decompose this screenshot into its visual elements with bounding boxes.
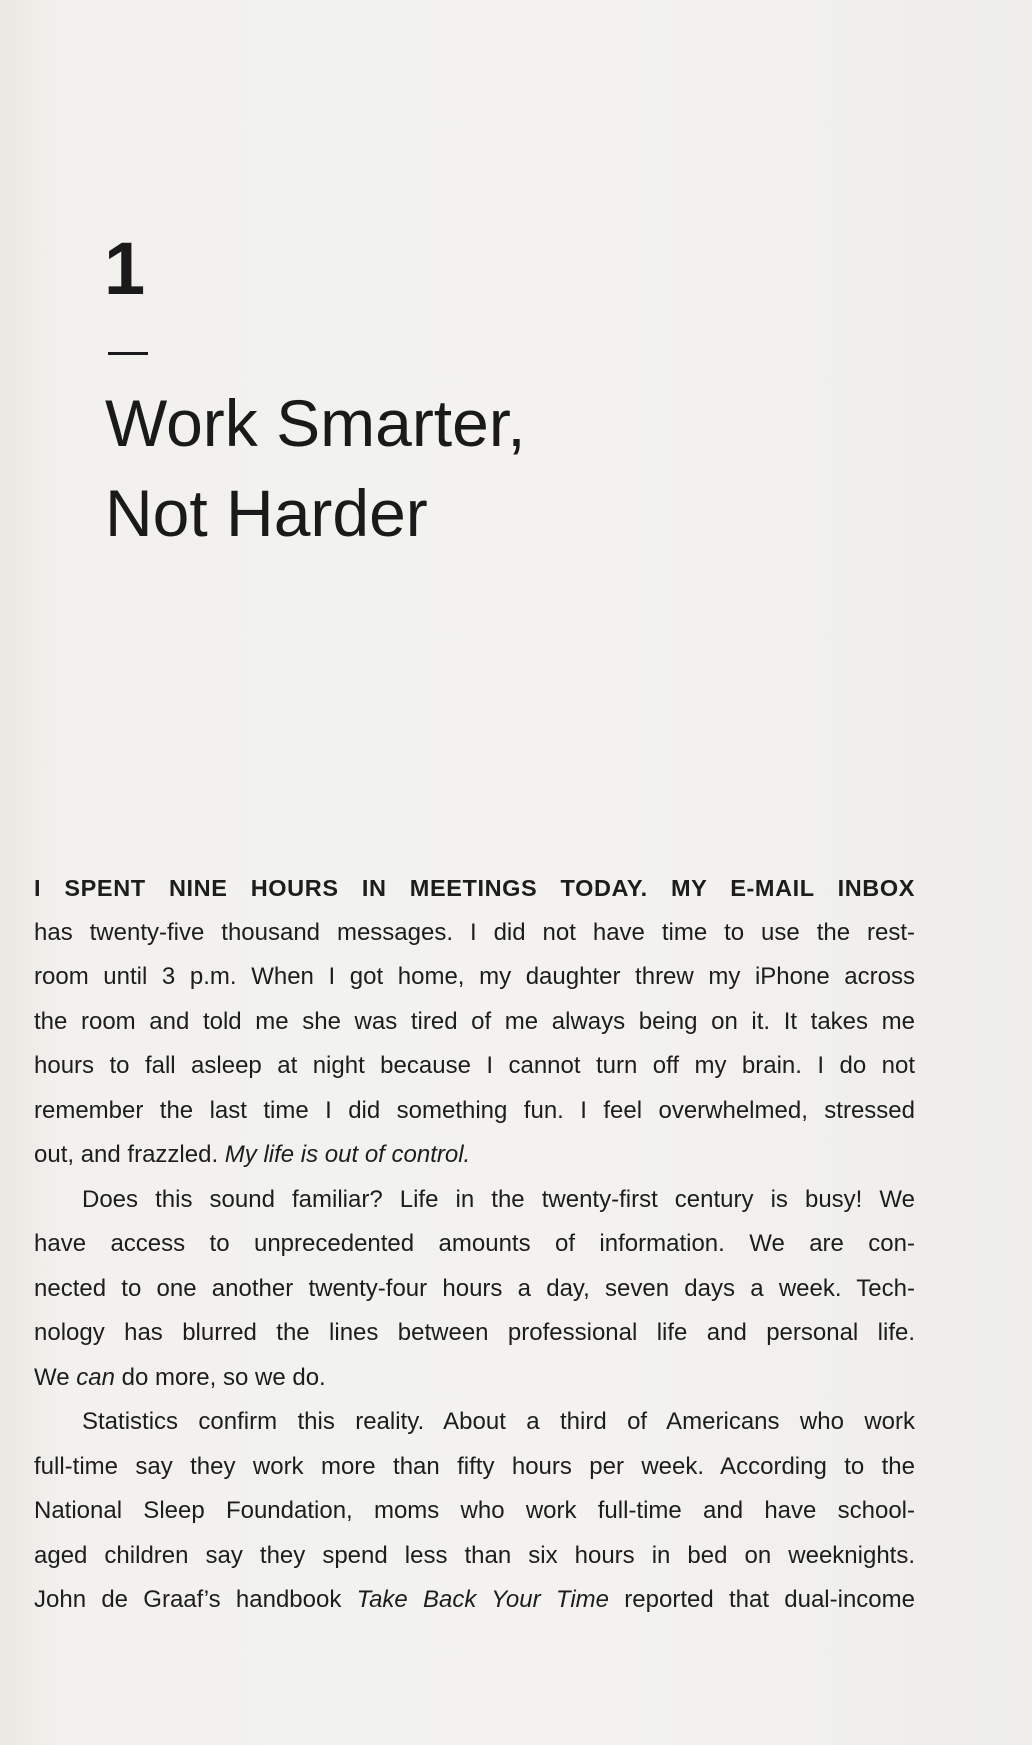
chapter-title-line-2: Not Harder: [105, 476, 428, 550]
text-line: National Sleep Foundation, moms who work full-time and have school-: [34, 1497, 915, 1524]
paragraph-2: [34, 1178, 915, 1401]
lead-line: I SPENT NINE HOURS IN MEETINGS TODAY. MY E-MAIL INBOX: [34, 875, 915, 901]
text-run: We: [34, 1363, 77, 1391]
text-line: Statistics confirm this reality. About a third of Americans who work: [82, 1408, 915, 1435]
text-line: room until 3 p.m. When I got home, my daughter threw my iPhone across: [34, 963, 915, 990]
text-run: out, and frazzled.: [34, 1141, 225, 1168]
text-line: the room and told me she was tired of me always being on it. It takes me: [34, 1007, 915, 1035]
text-line: nected to one another twenty-four hours a day, seven days a week. Tech-: [34, 1274, 915, 1302]
text-line: hours to fall asleep at night because I cannot turn off my brain. I do not: [34, 1052, 915, 1079]
paragraph-1: [34, 866, 915, 1178]
paragraph-3: [34, 1400, 915, 1623]
chapter-rule: [108, 352, 148, 355]
text-line: nology has blurred the lines between professional life and personal life.: [34, 1319, 915, 1346]
text-line: has twenty-five thousand messages. I did not have time to use the rest-: [34, 918, 915, 946]
text-line: aged children say they spend less than six hours in bed on weeknights.: [34, 1541, 915, 1569]
chapter-title-line-1: Work Smarter,: [105, 386, 526, 460]
italic-run: My life is out of control.: [224, 1141, 471, 1168]
text-line: full-time say they work more than fifty hours per week. According to the: [34, 1452, 915, 1480]
italic-run: Take Back Your Time: [356, 1586, 610, 1613]
text-line: [34, 1356, 915, 1401]
text-run: reported that dual-income: [609, 1586, 915, 1613]
text-run: John de Graaf’s handbook: [34, 1586, 357, 1613]
text-run: do more, so we do.: [114, 1363, 326, 1391]
chapter-number: 1: [104, 227, 146, 310]
text-line: remember the last time I did something fun. I feel overwhelmed, stressed: [34, 1096, 915, 1124]
text-line: [34, 1578, 915, 1623]
body-text: [34, 866, 915, 1623]
text-line: Does this sound familiar? Life in the twenty-first century is busy! We: [82, 1185, 915, 1213]
text-line: [34, 1133, 915, 1178]
chapter-title: [105, 378, 905, 558]
italic-run: can: [76, 1363, 115, 1391]
text-line: have access to unprecedented amounts of information. We are con-: [34, 1230, 915, 1257]
